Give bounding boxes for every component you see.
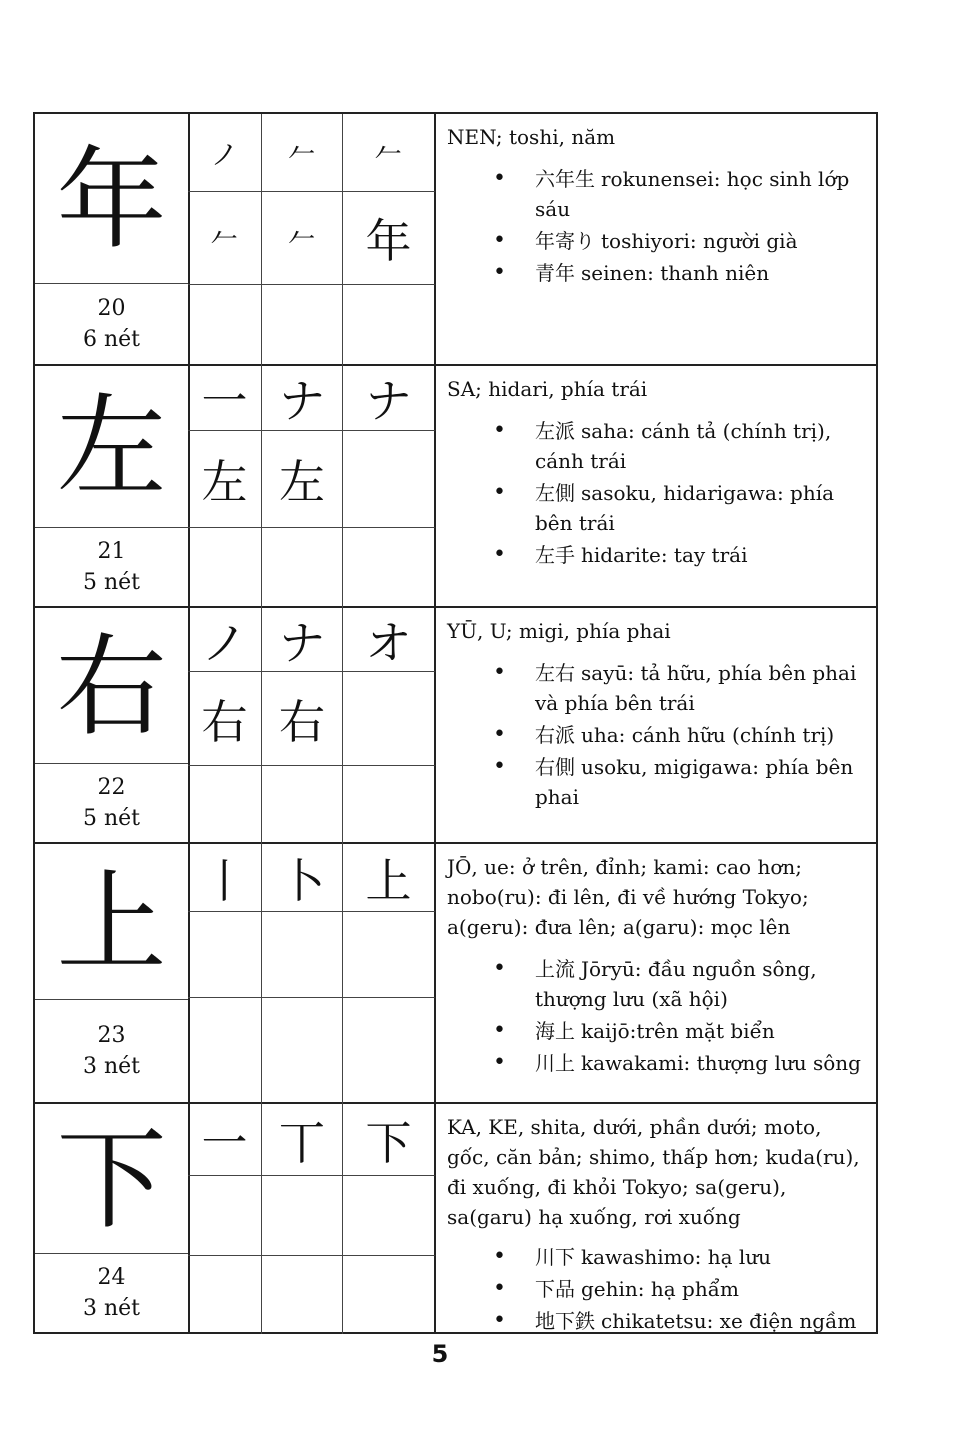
stroke-cell-empty — [262, 1176, 343, 1256]
stroke-step: 一 — [188, 366, 262, 431]
stroke-step: 一 — [188, 1104, 262, 1176]
stroke-cell-empty — [343, 1176, 436, 1256]
kanji-entry — [33, 608, 878, 844]
kanji-number: 23 — [97, 1023, 126, 1048]
kanji-number: 24 — [97, 1265, 126, 1290]
stroke-cell-empty — [262, 528, 343, 608]
stroke-cell-empty — [343, 285, 436, 368]
stroke-step: 𠂉 — [188, 192, 262, 285]
stroke-cell-empty — [262, 1256, 343, 1334]
example-item — [535, 416, 866, 476]
stroke-cell-empty — [343, 998, 436, 1104]
stroke-cell-empty — [262, 998, 343, 1104]
stroke-step: ナ — [262, 608, 343, 672]
stroke-step: ナ — [262, 366, 343, 431]
example-text: hidarite: tay trái — [581, 543, 748, 567]
stroke-step: 𠂉 — [343, 114, 436, 192]
example-item — [535, 258, 866, 288]
stroke-cell-empty — [262, 766, 343, 844]
stroke-count: 5 nét — [82, 570, 141, 595]
stroke-cell-empty — [188, 528, 262, 608]
stroke-cell-empty — [188, 1176, 262, 1256]
stroke-cell-empty — [188, 1256, 262, 1334]
stroke-cell-empty — [188, 912, 262, 998]
example-text: saha: cánh tả (chính trị), cánh trái — [535, 419, 832, 473]
example-item — [535, 1274, 866, 1304]
example-text: uha: cánh hữu (chính trị) — [581, 723, 835, 747]
kanji-entry — [33, 844, 878, 1104]
example-kanji: 左手 — [535, 543, 575, 567]
stroke-cell-empty — [262, 285, 343, 368]
stroke-count: 6 nét — [82, 327, 141, 352]
stroke-step: ノ — [188, 608, 262, 672]
example-item — [535, 540, 866, 570]
stroke-step: ノ — [188, 114, 262, 192]
kanji-entry — [33, 112, 878, 366]
example-list — [447, 1242, 866, 1332]
stroke-cell-empty — [343, 528, 436, 608]
kanji-number: 22 — [97, 775, 126, 800]
example-text: sayū: tả hữu, phía bên phai và phía bên trái — [535, 661, 857, 715]
stroke-step: 年 — [343, 192, 436, 285]
stroke-step: オ — [343, 608, 436, 672]
example-kanji: 左派 — [535, 419, 575, 443]
stroke-cell-empty — [262, 912, 343, 998]
stroke-step: 下 — [343, 1104, 436, 1176]
stroke-step: 𠂉 — [262, 192, 343, 285]
stroke-step: ナ — [343, 366, 436, 431]
example-item — [535, 1016, 866, 1046]
example-kanji: 下品 — [535, 1277, 575, 1301]
stroke-step: 丨 — [188, 844, 262, 912]
example-kanji: 青年 — [535, 261, 575, 285]
example-kanji: 地下鉄 — [535, 1309, 595, 1332]
example-text: Jōryū: đầu nguồn sông, thượng lưu (xã hội) — [535, 957, 817, 1011]
example-kanji: 川下 — [535, 1245, 575, 1269]
kanji-entry — [33, 1104, 878, 1334]
kanji-character: 上 — [56, 859, 167, 987]
stroke-count: 3 nét — [82, 1296, 141, 1321]
example-kanji: 川上 — [535, 1051, 575, 1075]
example-item — [535, 752, 866, 812]
example-kanji: 右派 — [535, 723, 575, 747]
example-item — [535, 720, 866, 750]
stroke-step: 右 — [262, 672, 343, 766]
kanji-table — [33, 112, 878, 1334]
reading-text: NEN; toshi, năm — [447, 125, 616, 149]
kanji-number: 20 — [97, 296, 126, 321]
example-kanji: 左右 — [535, 661, 575, 685]
stroke-step: 𠂉 — [262, 114, 343, 192]
example-kanji: 年寄り — [535, 229, 595, 253]
stroke-cell-empty — [188, 998, 262, 1104]
example-text: chikatetsu: xe điện ngầm — [601, 1309, 857, 1332]
example-list — [447, 164, 866, 288]
stroke-cell-empty — [343, 431, 436, 528]
example-kanji: 上流 — [535, 957, 575, 981]
example-text: kawakami: thượng lưu sông — [581, 1051, 861, 1075]
example-kanji: 六年生 — [535, 167, 595, 191]
example-list — [447, 658, 866, 812]
page-number: 5 — [431, 1340, 449, 1368]
example-text: toshiyori: người già — [601, 229, 798, 253]
example-item — [535, 226, 866, 256]
example-text: usoku, migigawa: phía bên phai — [535, 755, 854, 809]
example-kanji: 右側 — [535, 755, 575, 779]
stroke-step: 丅 — [262, 1104, 343, 1176]
example-text: kawashimo: hạ lưu — [581, 1245, 772, 1269]
example-list — [447, 416, 866, 570]
kanji-entry — [33, 366, 878, 608]
example-item — [535, 954, 866, 1014]
stroke-step: 上 — [343, 844, 436, 912]
example-item — [535, 478, 866, 538]
reading-text: YŪ, U; migi, phía phai — [447, 619, 671, 643]
example-item — [535, 1306, 866, 1332]
stroke-cell-empty — [188, 766, 262, 844]
stroke-cell-empty — [188, 285, 262, 368]
stroke-cell-empty — [343, 766, 436, 844]
reading-text: KA, KE, shita, dưới, phần dưới; moto, gốc, căn bản; shimo, thấp hơn; kuda(ru), đi xuống, đi khỏi Tokyo; sa(geru), sa(garu) hạ xuống, rơi xuống — [447, 1115, 860, 1229]
stroke-step: 卜 — [262, 844, 343, 912]
stroke-cell-empty — [343, 1256, 436, 1334]
stroke-cell-empty — [343, 672, 436, 766]
stroke-step: 左 — [262, 431, 343, 528]
example-item — [535, 1048, 866, 1078]
example-text: kaijō:trên mặt biển — [581, 1019, 775, 1043]
example-kanji: 左側 — [535, 481, 575, 505]
stroke-count: 3 nét — [82, 1054, 141, 1079]
kanji-character: 左 — [56, 383, 167, 511]
kanji-character: 右 — [56, 623, 167, 751]
example-kanji: 海上 — [535, 1019, 575, 1043]
stroke-count: 5 nét — [82, 806, 141, 831]
example-text: sasoku, hidarigawa: phía bên trái — [535, 481, 835, 535]
example-item — [535, 1242, 866, 1272]
stroke-cell-empty — [343, 912, 436, 998]
stroke-step: 左 — [188, 431, 262, 528]
example-text: gehin: hạ phẩm — [581, 1277, 739, 1301]
kanji-character: 年 — [56, 136, 167, 264]
example-list — [447, 954, 866, 1078]
example-text: seinen: thanh niên — [581, 261, 770, 285]
example-item — [535, 164, 866, 224]
example-text: rokunensei: học sinh lớp sáu — [535, 167, 850, 221]
reading-text: SA; hidari, phía trái — [447, 377, 648, 401]
stroke-step: 右 — [188, 672, 262, 766]
kanji-character: 下 — [56, 1116, 167, 1244]
kanji-number: 21 — [97, 539, 126, 564]
reading-text: JŌ, ue: ở trên, đỉnh; kami: cao hơn; nobo(ru): đi lên, đi về hướng Tokyo; a(geru): đưa lên; a(garu): mọc lên — [447, 855, 809, 939]
example-item — [535, 658, 866, 718]
